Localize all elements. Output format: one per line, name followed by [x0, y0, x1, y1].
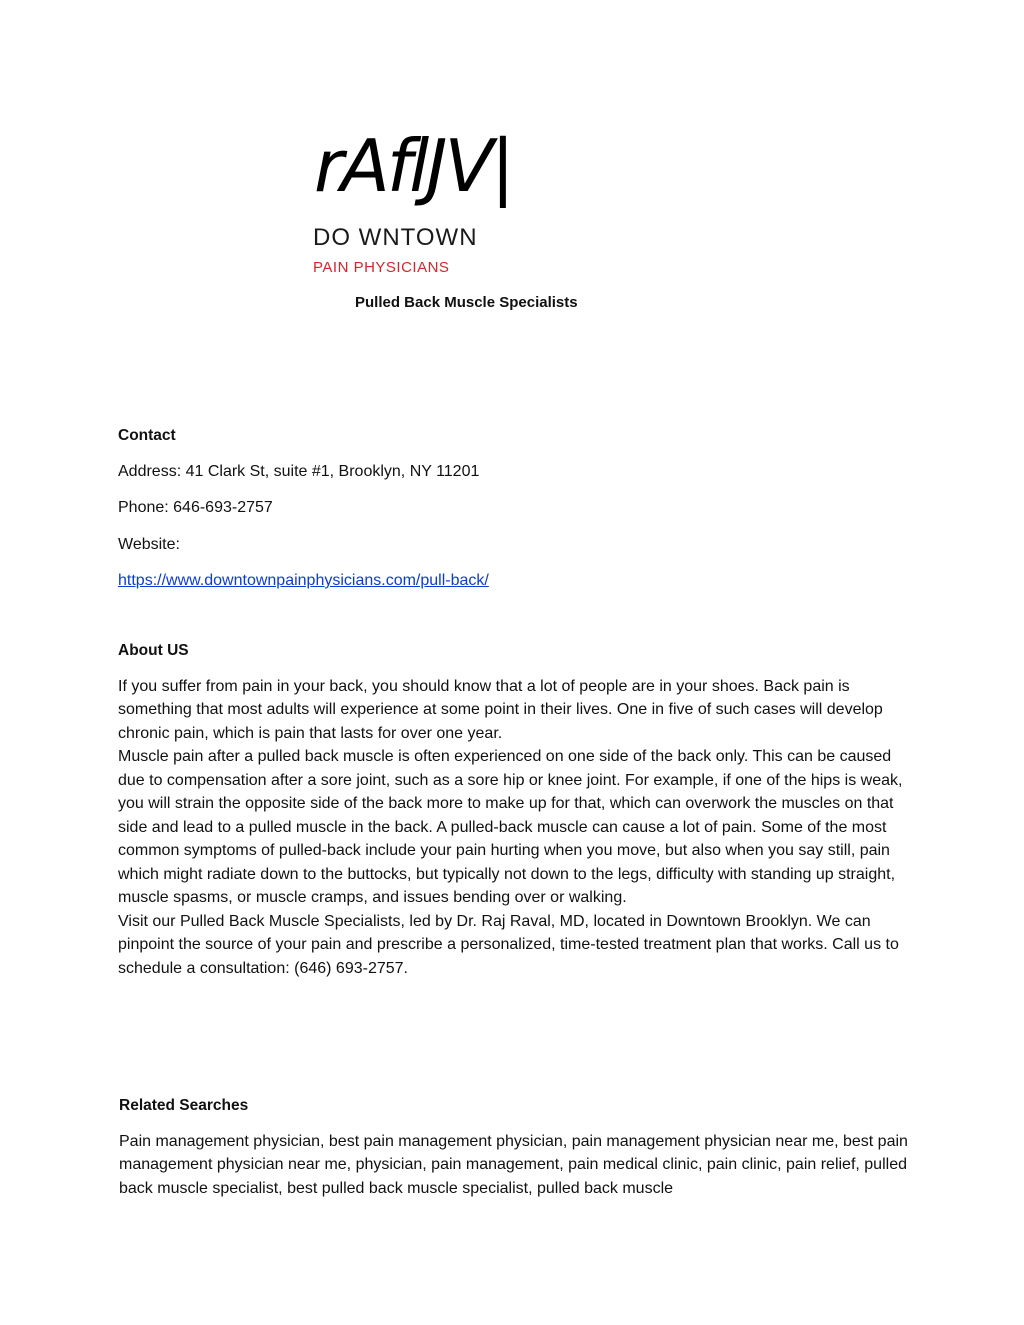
about-paragraph: Muscle pain after a pulled back muscle is often experienced on one side of the back only. This can be caused due to compensation after a sore joint, such as a sore hip or knee joint. For example, if one of the hips is weak, you will strain the opposite side of the back more to make up for that, which can overwork the muscles on that side and lead to a pulled muscle in the back. A pulled-back muscle can cause a lot of pain. Some of the most common symptoms of pulled-back include your pain hurting when you move, but also when you say still, pain which might radiate down to the buttocks, but typically not down to the legs, difficulty with standing up straight, muscle spasms, or muscle cramps, and issues bending over or walking.	[118, 748, 903, 906]
about-section	[118, 639, 908, 980]
logo-name: DO WNTOWN	[313, 224, 478, 251]
contact-address: Address: 41 Clark St, suite #1, Brooklyn, NY 11201	[118, 462, 480, 480]
contact-section	[118, 424, 908, 593]
logo-mark: rAflJV|	[314, 124, 512, 208]
logo-tagline: PAIN PHYSICIANS	[313, 259, 450, 276]
about-heading: About US	[118, 642, 189, 659]
page-subtitle: Pulled Back Muscle Specialists	[355, 294, 578, 311]
related-searches-section	[119, 1094, 909, 1200]
related-heading: Related Searches	[119, 1097, 249, 1114]
website-link[interactable]: https://www.downtownpainphysicians.com/pull-back/	[118, 572, 489, 589]
contact-website-label: Website:	[118, 535, 180, 553]
about-paragraph: If you suffer from pain in your back, you should know that a lot of people are in your shoes. Back pain is something that most adults will experience at some point in their lives. One in five of such cases will develop chronic pain, which is pain that lasts for over one year.	[118, 677, 883, 742]
contact-phone: Phone: 646-693-2757	[118, 499, 273, 516]
contact-heading: Contact	[118, 427, 176, 444]
about-paragraph: Visit our Pulled Back Muscle Specialists, led by Dr. Raj Raval, MD, located in Downtown Brooklyn. We can pinpoint the source of your pain and prescribe a personalized, time-tested treatment plan that works. Call us to schedule a consultation: (646) 693-2757.	[118, 912, 899, 977]
related-text: Pain management physician, best pain management physician, pain management physician near me, best pain management physician near me, physician, pain management, pain medical clinic, pain clinic, pain relief, pulled back muscle specialist, best pulled back muscle specialist, pulled back muscle	[119, 1132, 908, 1197]
